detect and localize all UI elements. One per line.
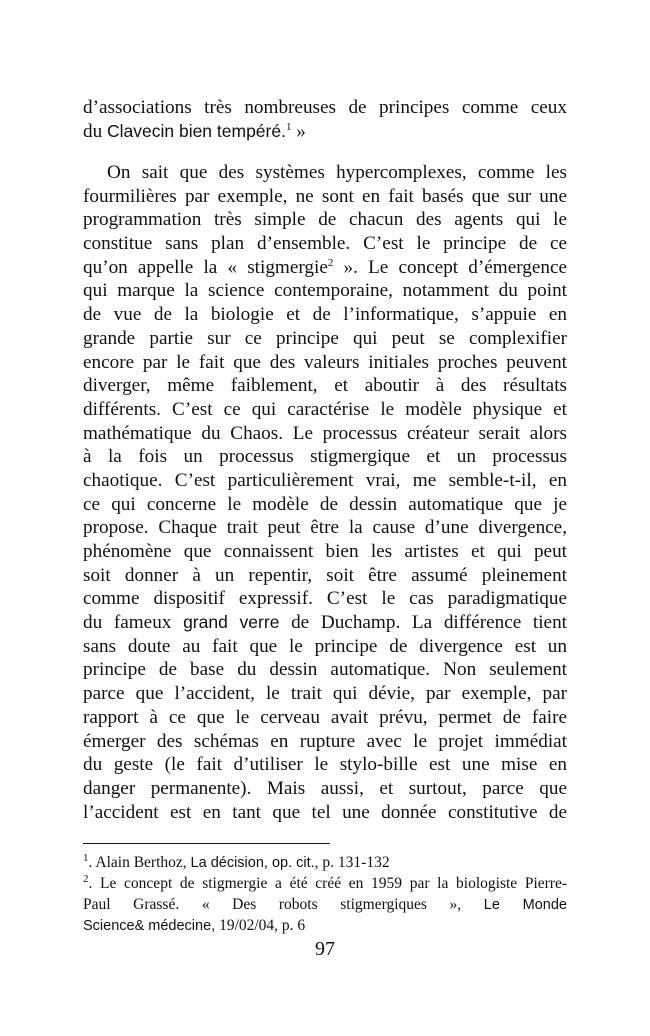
text-line — [83, 635, 567, 659]
text-line — [83, 279, 567, 303]
text-line — [83, 422, 567, 446]
text-run: propose. Chaque trait peut être la cause d’une divergence, — [83, 517, 567, 539]
footnotes — [83, 852, 567, 936]
text-line — [83, 706, 567, 730]
text-run: diverger, même faiblement, et aboutir à des résultats — [83, 375, 567, 397]
text-line — [83, 398, 567, 422]
text-run: . Alain Berthoz, — [88, 854, 191, 871]
text-line — [83, 801, 567, 825]
text-line — [83, 445, 567, 469]
title-reference: Clavecin bien tempéré. — [106, 120, 286, 141]
text-line — [83, 185, 567, 209]
text-run: l’accident est en tant que tel une donnée constitutive de — [83, 801, 567, 823]
text-line — [83, 327, 567, 351]
text-run: d’associations très nombreuses de principes comme ceux — [83, 97, 567, 118]
text-run: sans doute au fait que le principe de divergence est un — [83, 635, 567, 657]
text-run: de vue de la biologie et de l’informatique, s’appuie en — [83, 304, 567, 326]
text-line — [83, 208, 567, 232]
text-line — [83, 120, 567, 144]
text-run: danger permanente). Mais aussi, et surtout, parce que — [83, 777, 567, 799]
text-line — [83, 540, 567, 564]
text-run: . Le concept de stigmergie a été créé en 1959 par la biologiste Pierre- — [88, 875, 567, 892]
text-run: encore par le fait que des valeurs initiales proches peuvent — [83, 351, 567, 373]
text-run: différents. C’est ce qui caractérise le modèle physique et — [83, 398, 567, 420]
text-line — [83, 894, 567, 915]
text-run: On sait que des systèmes hypercomplexes, comme les — [107, 162, 567, 183]
text-line — [83, 351, 567, 375]
text-line — [83, 493, 567, 517]
page-number: 97 — [315, 938, 335, 960]
title-reference: Le Monde — [483, 897, 567, 913]
footnote-separator — [83, 843, 330, 844]
text-line — [83, 469, 567, 493]
text-run: de Duchamp. La différence tient — [279, 612, 567, 634]
text-run: phénomène que connaissent bien les artistes et qui peut — [83, 541, 567, 562]
footnote-ref: 2 — [83, 873, 89, 885]
text-line — [83, 161, 567, 185]
text-line — [83, 873, 567, 894]
text-run: parce que l’accident, le trait qui dévie, par exemple, par — [83, 683, 567, 705]
text-line — [83, 587, 567, 611]
text-run: du geste (le fait d’utiliser le stylo-bille est une mise en — [83, 754, 567, 776]
text-run: constitue sans plan d’ensemble. C’est le principe de ce — [83, 233, 567, 255]
text-run: rapport à ce que le cerveau avait prévu, permet de faire — [83, 706, 567, 728]
text-run: soit donner à un repentir, soit être assumé pleinement — [83, 564, 567, 586]
text-run: grande partie sur ce principe qui peut se complexifier — [83, 327, 567, 349]
text-line — [83, 374, 567, 398]
text-line — [83, 915, 567, 936]
title-reference: La décision, op. cit. — [190, 855, 315, 871]
text-run: mathématique du Chaos. Le processus créateur serait alors — [83, 422, 567, 444]
text-line — [83, 516, 567, 540]
text-run: qui marque la science contemporaine, notamment du point — [83, 280, 567, 302]
text-run: ce qui concerne le modèle de dessin automatique que je — [83, 493, 567, 515]
text-run: principe de base du dessin automatique. Non seulement — [83, 659, 567, 681]
text-run: du — [83, 120, 107, 142]
text-run: » — [291, 120, 306, 142]
title-reference: grand verre — [183, 612, 280, 633]
text-run: Paul Grassé. « Des robots stigmergiques », — [83, 896, 484, 913]
footnote-ref: 1 — [285, 120, 292, 133]
text-run: programmation très simple de chacun des agents qui le — [83, 209, 567, 231]
text-run: émerger des schémas en rupture avec le projet immédiat — [83, 730, 567, 752]
text-run: du fameux — [83, 612, 184, 634]
text-line — [83, 852, 567, 873]
text-run: 19/02/04, p. 6 — [215, 917, 306, 934]
text-run: à la fois un processus stigmergique et un processus — [83, 446, 567, 468]
text-line — [83, 777, 567, 801]
text-line — [83, 730, 567, 754]
text-run: qu’on appelle la « stigmergie — [83, 256, 328, 278]
text-line — [83, 232, 567, 256]
text-line — [83, 682, 567, 706]
text-line — [83, 564, 567, 588]
text-line — [83, 753, 567, 777]
text-line — [83, 256, 567, 280]
title-reference: Science& médecine, — [83, 918, 216, 934]
text-run: chaotique. C’est particulièrement vrai, me semble-t-il, en — [83, 469, 567, 491]
paragraph-stigmergie — [83, 161, 567, 824]
footnote-ref: 1 — [83, 852, 89, 864]
paragraph-continued — [83, 96, 567, 143]
text-run: comme dispositif expressif. C’est le cas paradigmatique — [83, 588, 567, 610]
footnote-ref: 2 — [327, 256, 334, 269]
text-line — [83, 611, 567, 635]
text-run: ». Le concept d’émergence — [333, 256, 567, 278]
text-line — [83, 96, 567, 120]
text-run: fourmilières par exemple, ne sont en fait basés que sur une — [83, 185, 567, 207]
text-run: , p. 131-132 — [314, 854, 390, 871]
text-line — [83, 658, 567, 682]
text-line — [83, 303, 567, 327]
